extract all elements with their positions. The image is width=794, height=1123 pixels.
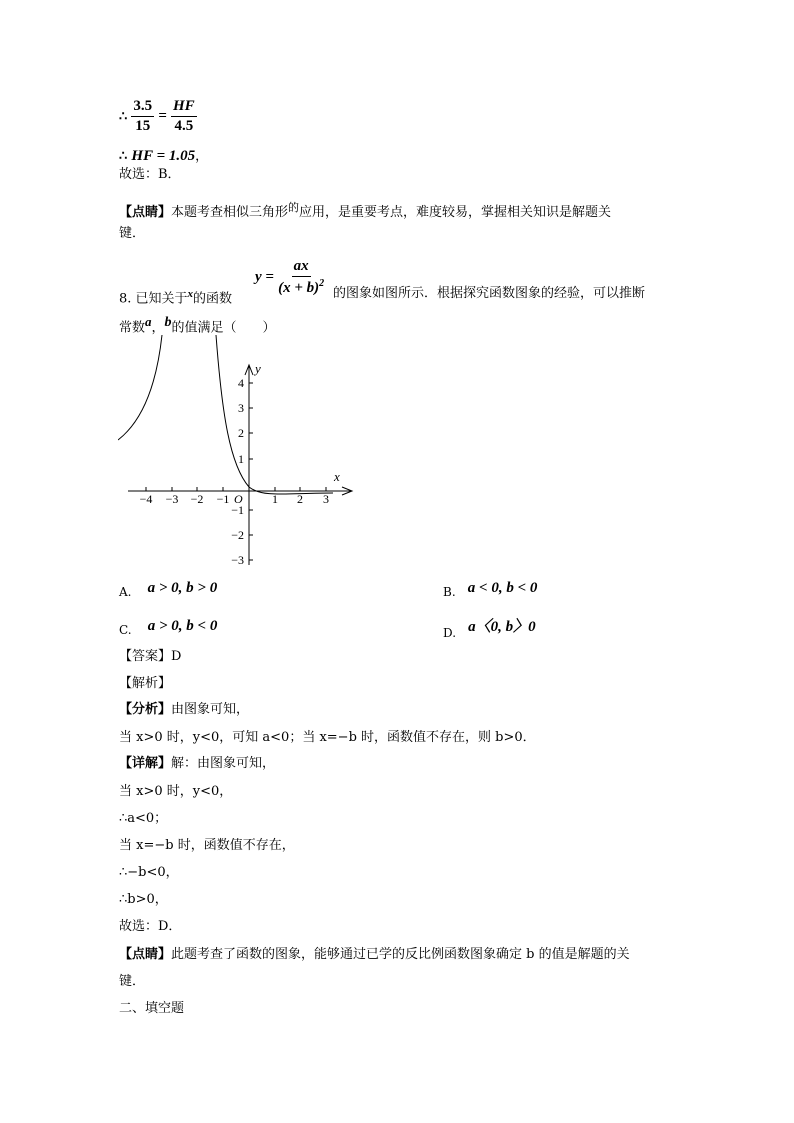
y-tick-label: −1 (231, 503, 244, 517)
left-numerator: 3.5 (131, 98, 154, 117)
x-tick-marks (146, 487, 326, 491)
option-c-label: C. (119, 623, 132, 637)
function-formula (255, 258, 324, 297)
y-tick-label: 1 (238, 452, 244, 466)
fenxi-line (119, 702, 249, 718)
step-1: 当 x>0 时，y<0， (119, 784, 233, 799)
question-mid: 的函数 (193, 291, 233, 307)
dianjing-text: 此题考查了函数的图象，能够通过已学的反比例函数图象确定 b 的值是解题的关 (171, 947, 630, 962)
curve-right-branch (216, 335, 333, 494)
right-denominator: 4.5 (174, 118, 194, 134)
y-tick-label: 3 (238, 401, 244, 415)
therefore-symbol-2: ∴ (119, 148, 128, 163)
hf-result-line (119, 148, 208, 165)
line2-end: 的值满足（ ） (171, 320, 276, 336)
hf-comma: ， (195, 149, 209, 164)
dianjing-line (119, 947, 630, 963)
option-d-math: a〈0, b〉0 (468, 619, 536, 635)
y-tick-marks (249, 383, 253, 560)
fraction-equation (119, 98, 197, 135)
detail-tag: 【详解】 (119, 756, 172, 771)
y-tick-label: −3 (231, 553, 244, 567)
curve-left-branch (118, 335, 162, 440)
step-4: ∴−b<0， (119, 865, 179, 880)
therefore-symbol: ∴ (119, 108, 128, 124)
y-tick-label: 4 (238, 376, 244, 390)
y-tick-label: 2 (238, 426, 244, 440)
option-a-label: A. (119, 585, 132, 599)
func-exponent: 2 (319, 278, 325, 289)
hf-result: HF = 1.05 (131, 148, 196, 164)
y-axis-label: y (255, 361, 261, 376)
line2-start: 常数 (119, 320, 146, 336)
option-c-math: a > 0, b < 0 (147, 618, 218, 634)
origin-label: O (234, 492, 243, 506)
analysis-tag: 【解析】 (119, 676, 172, 691)
question-line-1 (119, 286, 232, 307)
option-c[interactable] (119, 618, 217, 637)
comment-tag: 【点睛】 (119, 205, 172, 220)
option-d[interactable] (443, 615, 536, 640)
fenxi-tag: 【分析】 (119, 702, 172, 717)
comment-line-2: 键． (119, 226, 146, 241)
comment-text-2: 应用，是重要考点，难度较易，掌握相关知识是解题关 (299, 205, 612, 220)
option-b-math: a < 0, b < 0 (467, 580, 538, 596)
x-tick-label: 1 (272, 492, 278, 506)
step-3: 当 x=−b 时，函数值不存在， (119, 838, 295, 853)
option-b[interactable] (443, 580, 537, 599)
right-numerator: HF (171, 98, 197, 117)
detail-line (119, 756, 275, 772)
func-numerator: ax (292, 258, 311, 277)
var-a: a (145, 314, 152, 329)
function-graph (118, 335, 358, 567)
line2-comma: ， (151, 320, 165, 336)
y-tick-label: −2 (231, 528, 244, 542)
x-tick-label: −1 (216, 492, 230, 506)
step-2: ∴a<0； (119, 811, 168, 826)
func-fraction (278, 258, 324, 297)
left-fraction (131, 98, 154, 135)
choose-b: 故选：B． (119, 167, 181, 182)
func-y: y = (255, 269, 274, 285)
comment-text-1: 本题考查相似三角形 (171, 205, 289, 220)
comment-super: 的 (288, 201, 300, 214)
question-number: 8. 已知关于 (119, 291, 188, 307)
question-line-1b: 的图象如图所示．根据探究函数图象的经验，可以推断 (333, 286, 646, 301)
step-5: ∴b>0， (119, 892, 168, 907)
dianjing-end: 键． (119, 974, 146, 989)
x-tick-label: −3 (165, 492, 179, 506)
func-den-text: (x + b) (278, 280, 320, 296)
option-a[interactable] (119, 580, 217, 599)
fenxi-text: 由图象可知， (171, 702, 250, 717)
comment-line-1 (119, 200, 611, 221)
x-axis-label: x (334, 469, 340, 484)
left-denominator: 15 (135, 118, 151, 134)
x-tick-label: 2 (297, 492, 303, 506)
step-6: 故选：D． (119, 919, 182, 934)
right-fraction (171, 98, 197, 135)
question-line-2 (119, 314, 276, 336)
answer-line: 【答案】D (119, 649, 182, 664)
option-d-label: D. (443, 626, 457, 640)
var-b: b (164, 315, 172, 330)
func-denominator (278, 277, 324, 297)
equals-sign: = (158, 108, 167, 124)
option-a-math: a > 0, b > 0 (147, 580, 218, 596)
section-title: 二、填空题 (119, 1001, 185, 1016)
var-x: x (187, 288, 194, 300)
option-b-label: B. (443, 585, 456, 599)
x-tick-label: 3 (323, 492, 329, 506)
fenxi-line-2: 当 x>0 时，y<0，可知 a<0；当 x=−b 时，函数值不存在，则 b>0． (119, 730, 536, 745)
x-tick-label: −2 (190, 492, 204, 506)
dianjing-tag: 【点睛】 (119, 947, 172, 962)
x-tick-label: −4 (139, 492, 153, 506)
detail-text: 解：由图象可知， (171, 756, 276, 771)
